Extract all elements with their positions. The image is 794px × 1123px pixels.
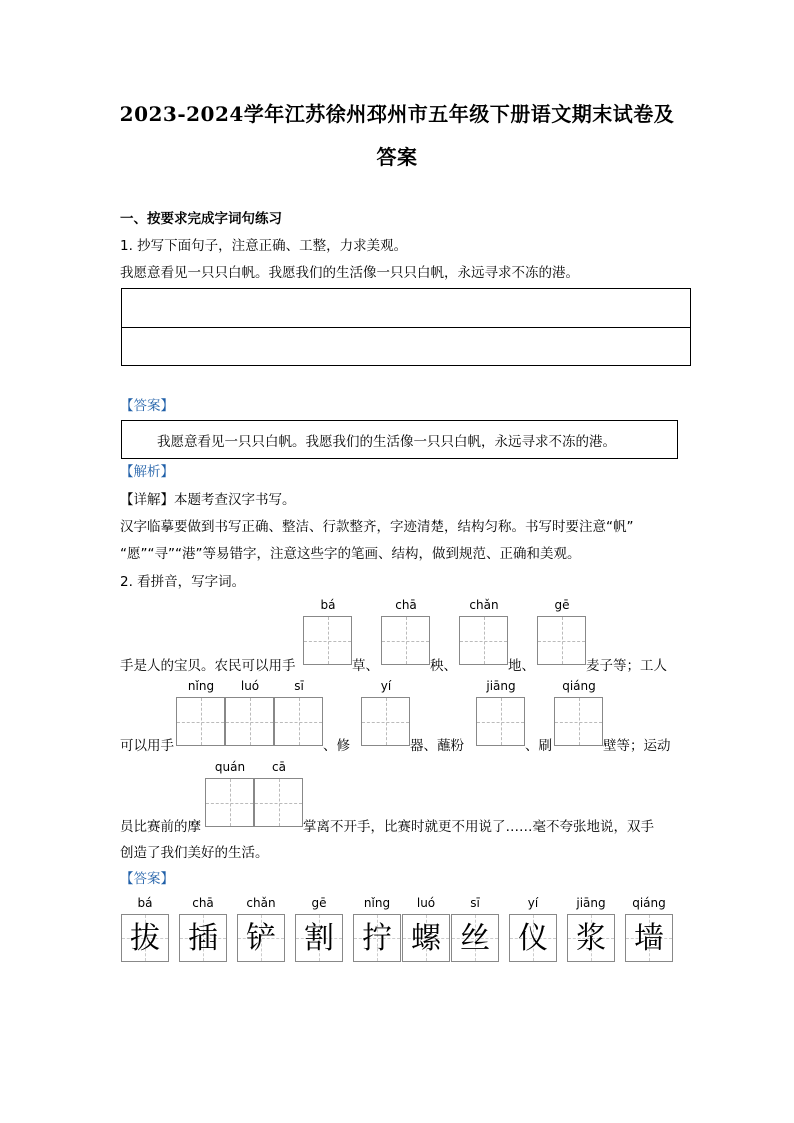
answer-pinyin: chā	[192, 896, 214, 910]
answer-character: 拧	[362, 921, 392, 956]
pinyin-label: nǐng	[187, 679, 215, 693]
passage-text: 、修	[323, 738, 350, 754]
answer-character: 插	[188, 921, 218, 956]
char-box[interactable]	[176, 697, 225, 746]
answer-char-box	[402, 914, 450, 962]
pinyin-label: jiāng	[486, 679, 516, 693]
answer-pinyin: bá	[137, 896, 153, 910]
char-box[interactable]	[205, 778, 254, 827]
copy-box-line-2[interactable]	[121, 327, 691, 366]
pinyin-label: luó	[240, 679, 260, 693]
answer-char-box	[509, 914, 557, 962]
answer-character: 浆	[576, 921, 606, 956]
passage-text: 麦子等；工人	[586, 658, 667, 674]
answer-char-box	[567, 914, 615, 962]
answer-pinyin: luó	[416, 896, 436, 910]
question-1-sentence: 我愿意看见一只只白帆。我愿我们的生活像一只只白帆，永远寻求不冻的港。	[120, 265, 579, 281]
answer-char-box	[625, 914, 673, 962]
pinyin-label: gē	[554, 598, 570, 612]
section-heading: 一、按要求完成字词句练习	[120, 211, 282, 227]
char-box[interactable]	[381, 616, 430, 665]
char-box[interactable]	[274, 697, 323, 746]
char-box[interactable]	[537, 616, 586, 665]
passage-text: 、刷	[525, 738, 552, 754]
passage-text: 掌离不开手，比赛时就更不用说了……毫不夸张地说，双手	[303, 819, 654, 835]
answer-pinyin: nǐng	[363, 896, 391, 910]
answer-pinyin: jiāng	[576, 896, 606, 910]
answer-char-box	[121, 914, 169, 962]
question-1-prompt: 1. 抄写下面句子，注意正确、工整，力求美观。	[120, 238, 408, 254]
answer-character: 螺	[411, 921, 441, 956]
explain-text-2: “愿”“寻”“港”等易错字，注意这些字的笔画、结构，做到规范、正确和美观。	[120, 546, 581, 562]
answer-character: 丝	[460, 921, 490, 956]
explain-text-1: 汉字临摹要做到书写正确、整洁、行款整齐，字迹清楚，结构匀称。书写时要注意“帆”	[120, 519, 634, 535]
copy-box-line-1[interactable]	[121, 288, 691, 328]
char-box[interactable]	[303, 616, 352, 665]
pinyin-label: bá	[320, 598, 336, 612]
page-title-continued: 答案	[376, 145, 418, 169]
answer-pinyin: chǎn	[246, 896, 276, 910]
answer-character: 仪	[518, 921, 548, 956]
char-box[interactable]	[476, 697, 525, 746]
answer-character: 墙	[634, 921, 664, 956]
passage-text: 壁等；运动	[603, 738, 671, 754]
detail-text: 【详解】本题考查汉字书写。	[120, 492, 296, 508]
passage-text: 可以用手	[120, 738, 174, 754]
passage-text: 秧、	[430, 658, 457, 674]
answer-label: 【答案】	[120, 871, 174, 887]
pinyin-label: chǎn	[469, 598, 499, 612]
answer-pinyin: gē	[311, 896, 327, 910]
answer-pinyin: yí	[527, 896, 539, 910]
char-box[interactable]	[225, 697, 274, 746]
pinyin-label: quán	[214, 760, 246, 774]
char-box[interactable]	[554, 697, 603, 746]
passage-text: 地、	[508, 658, 535, 674]
answer-pinyin: qiáng	[632, 896, 666, 910]
answer-box	[121, 420, 678, 459]
answer-char-box	[353, 914, 401, 962]
answer-sentence: 我愿意看见一只只白帆。我愿我们的生活像一只只白帆，永远寻求不冻的港。	[157, 434, 616, 450]
char-box[interactable]	[459, 616, 508, 665]
passage-text: 草、	[352, 658, 379, 674]
passage-text: 器、蘸粉	[410, 738, 464, 754]
passage-text: 员比赛前的摩	[120, 819, 201, 835]
pinyin-label: yí	[380, 679, 392, 693]
passage-text: 手是人的宝贝。农民可以用手	[120, 658, 296, 674]
pinyin-label: qiáng	[562, 679, 596, 693]
answer-character: 铲	[246, 921, 276, 956]
question-2-prompt: 2. 看拼音，写字词。	[120, 574, 246, 590]
answer-character: 拔	[130, 921, 160, 956]
answer-label: 【答案】	[120, 398, 174, 414]
pinyin-label: cā	[272, 760, 286, 774]
answer-pinyin: sī	[470, 896, 480, 910]
page-title: 2023-2024学年江苏徐州邳州市五年级下册语文期末试卷及	[119, 102, 675, 126]
char-box[interactable]	[254, 778, 303, 827]
answer-char-box	[179, 914, 227, 962]
char-box[interactable]	[361, 697, 410, 746]
answer-char-box	[451, 914, 499, 962]
passage-text: 创造了我们美好的生活。	[120, 845, 269, 861]
analysis-label: 【解析】	[120, 464, 174, 480]
answer-char-box	[237, 914, 285, 962]
pinyin-label: sī	[294, 679, 304, 693]
answer-char-box	[295, 914, 343, 962]
answer-character: 割	[304, 921, 334, 956]
pinyin-label: chā	[395, 598, 417, 612]
